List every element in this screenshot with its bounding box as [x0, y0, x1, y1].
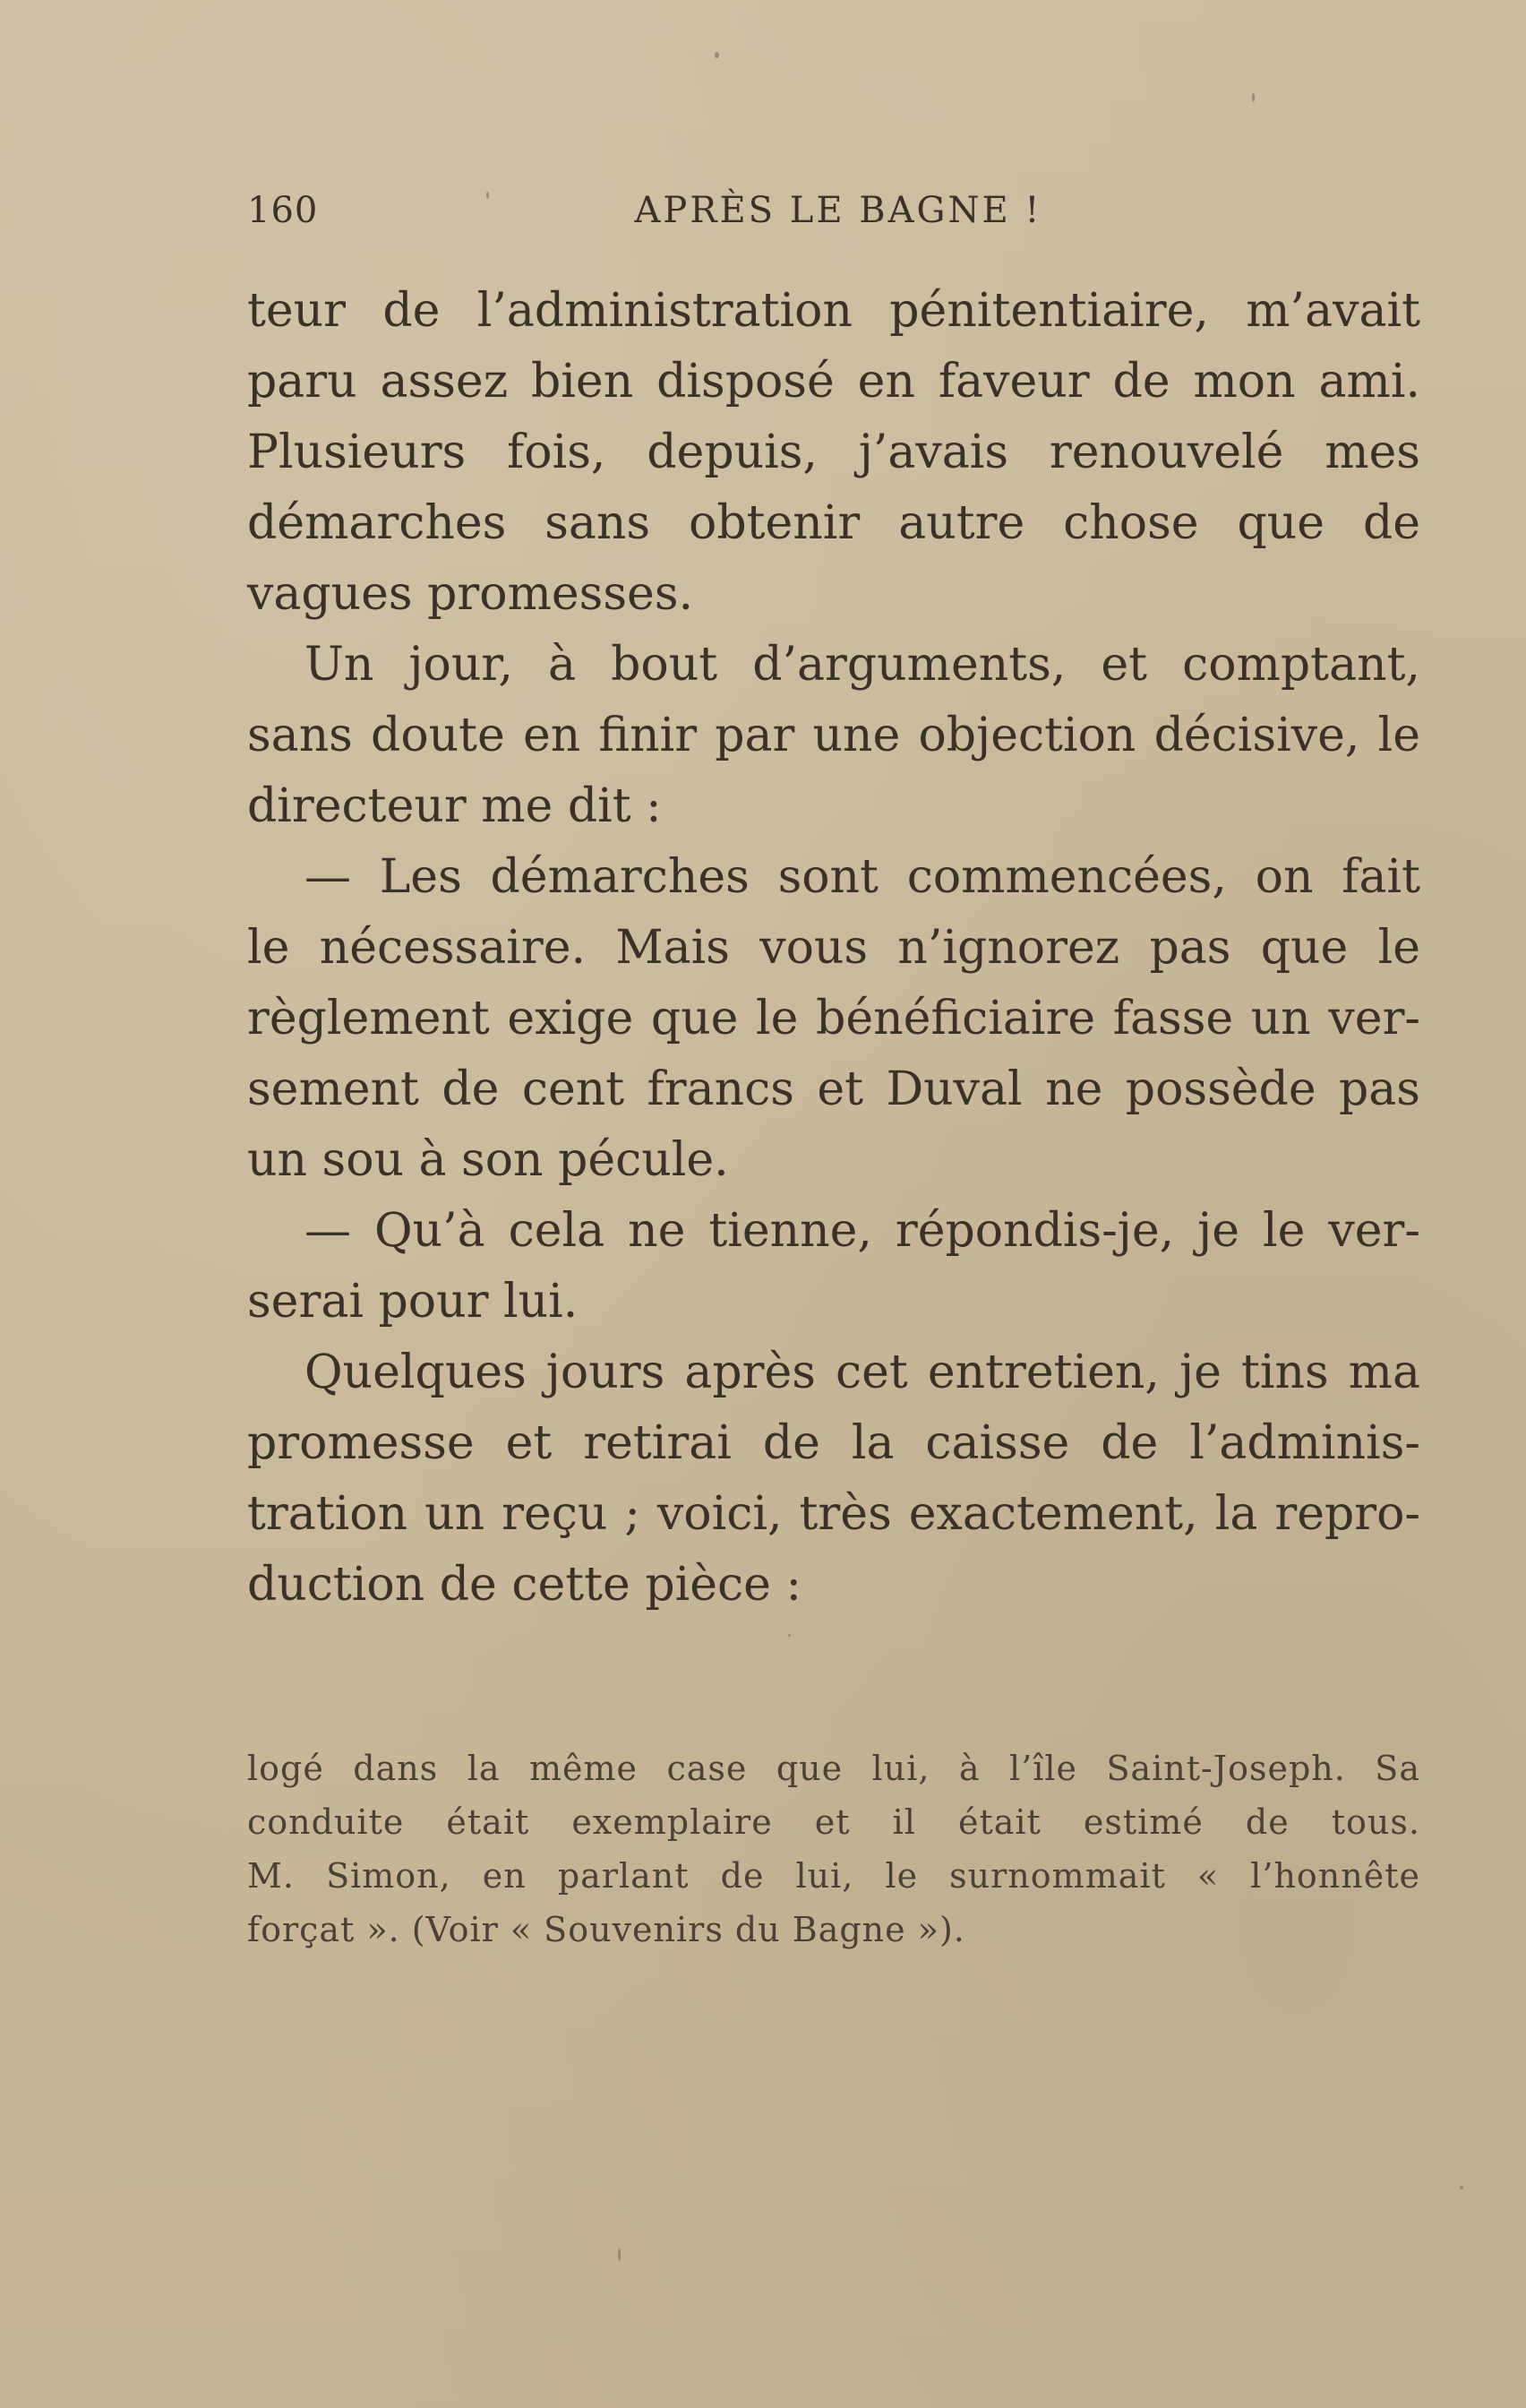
text-line: — Qu’à cela ne tienne, répondis-je, je le ver- [304, 1204, 1420, 1258]
paper-speck [618, 2249, 621, 2261]
text-line: tration un reçu ; voici, très exactement, la repro- [247, 1487, 1420, 1541]
text-line: serai pour lui. [247, 1275, 579, 1329]
text-line: règlement exige que le bénéficiaire fasse un ver- [247, 992, 1420, 1045]
page-header [247, 190, 1420, 244]
text-line: paru assez bien disposé en faveur de mon ami. [247, 355, 1420, 408]
page-number: 160 [247, 190, 319, 231]
text-line: un sou à son pécule. [247, 1133, 729, 1187]
footnote-line: logé dans la même case que lui, à l’île Saint-Joseph. Sa [247, 1749, 1420, 1788]
footnote-line: conduite était exemplaire et il était estimé de tous. [247, 1802, 1420, 1842]
footnote [247, 1742, 1420, 1956]
text-line: Quelques jours après cet entretien, je tins ma [304, 1346, 1420, 1399]
running-title: APRÈS LE BAGNE ! [634, 190, 1042, 231]
text-line: sement de cent francs et Duval ne possède pas [247, 1062, 1420, 1116]
text-line: Un jour, à bout d’arguments, et comptant, [304, 638, 1420, 692]
text-line: — Les démarches sont commencées, on fait [304, 850, 1420, 904]
footnote-line: M. Simon, en parlant de lui, le surnommait « l’honnête [247, 1856, 1420, 1896]
main-text [247, 276, 1420, 1621]
text-line: directeur me dit : [247, 779, 662, 833]
text-line: vagues promesses. [247, 567, 694, 621]
text-line: duction de cette pièce : [247, 1558, 802, 1612]
paper-speck [715, 52, 719, 58]
text-line: Plusieurs fois, depuis, j’avais renouvelé mes [247, 426, 1420, 479]
text-line: le nécessaire. Mais vous n’ignorez pas que le [247, 921, 1420, 975]
footnote-line: forçat ». (Voir « Souvenirs du Bagne »). [247, 1910, 965, 1949]
text-line: promesse et retirai de la caisse de l’adminis- [247, 1416, 1420, 1470]
paper-speck [1460, 2186, 1463, 2189]
paper-speck [788, 1634, 791, 1637]
paper-speck [1252, 93, 1255, 102]
text-line: sans doute en finir par une objection décisive, le [247, 709, 1420, 762]
text-line: démarches sans obtenir autre chose que de [247, 496, 1420, 550]
text-line: teur de l’administration pénitentiaire, m’avait [247, 284, 1420, 338]
